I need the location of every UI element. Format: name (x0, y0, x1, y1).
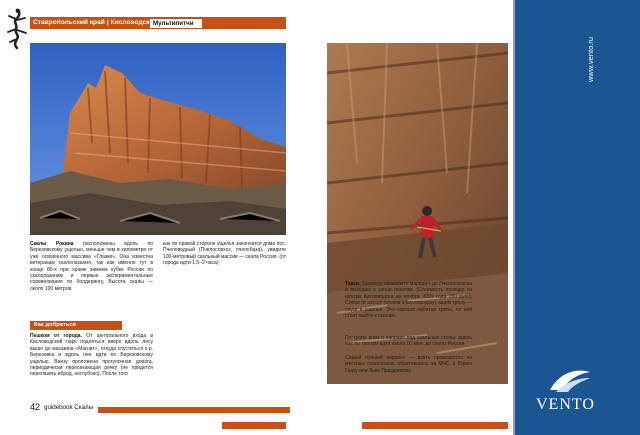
article-column-2: как по правой стороне ущелья закончатся дома пос. Пчеловодный (Пчелосовхоз, пчелобаза), увидите 100-метровый скальный массив — скала Россия. (от города идти 1,5–2 часа). (163, 241, 286, 267)
page-label: guidebook Скалы (44, 404, 94, 411)
paragraph-3-lead: Такси. (345, 281, 361, 287)
paragraph-2-text: От центрального входа в Кисловодский парк подняться вверх вдоль лесу выше до магазина «Магнит», откуда спуститься к р. Березовка и вдоль нее идти по Березовскому ущелью. Внизу проложена прогулочная дорога, периодически пересекающая речку (не придется перелазить вброд, неглубоко). После того (30, 333, 154, 378)
footer-bar-left (222, 422, 286, 429)
cliff-photo (30, 43, 286, 235)
article-paragraph-3 (345, 281, 472, 319)
article-paragraph-4: По тропе вниз и направо под скальные стены, вдоль них по тропам идти около 10 мин. до скалы Россия. (345, 335, 472, 348)
brand-panel-edge (513, 0, 515, 435)
footer-bar-right (362, 422, 508, 429)
section-heading: Как добраться (30, 321, 122, 330)
breadcrumb-region: Ставропольский край (33, 19, 105, 26)
footer-bar (98, 407, 290, 413)
breadcrumb-city: Кисловодск (110, 19, 150, 26)
article-paragraph-2 (30, 333, 153, 378)
paragraph-3-text: Таксисту называете маршрут до Пчелосовхоза и выходим в конце поселка. (Стоимость проезда из центра Кисловодска на ноябрь 2009 года 150 руб.). Слева от шоссе (стоков к Кисловодску) ищем тропу — спуск в ущелье. Это хорошо набитая тропа, по ней стоит выйти к скалам. (345, 281, 472, 320)
page-number: 42 (30, 402, 41, 412)
breadcrumb: Ставропольский край | Кисловодск (33, 19, 150, 26)
brand-url: www.vento.ru (586, 36, 595, 82)
lizard-icon (5, 8, 29, 50)
article-paragraph-1 (30, 241, 153, 292)
brand-logo-text: VENTO (536, 396, 595, 413)
sail-icon (546, 366, 594, 396)
paragraph-1-text: расположены вдоль по Березовскому ущелью, меньше чем в километре от уже освоенного массива «Глазки». Она известна ветеранам скалолазания, так как именно тут в конце 80-х при храме зимнем кубке России по скалолазанию и первые экспериментальные соревнования по болдерингу. Высота скалы — около 100 метров. (30, 241, 153, 292)
climber-photo (327, 43, 508, 384)
paragraph-2-lead: Пешком от города. (30, 333, 82, 339)
category-tag: Мультипитчи (153, 20, 194, 27)
paragraph-1-lead: Скалы Рокина (30, 241, 74, 247)
article-paragraph-5: Самый лучший вариант — взять провожатого из местных скалолазов, обратившись на МЧС, к Юрию Гаазу или Льву Праздникову. (345, 355, 472, 374)
